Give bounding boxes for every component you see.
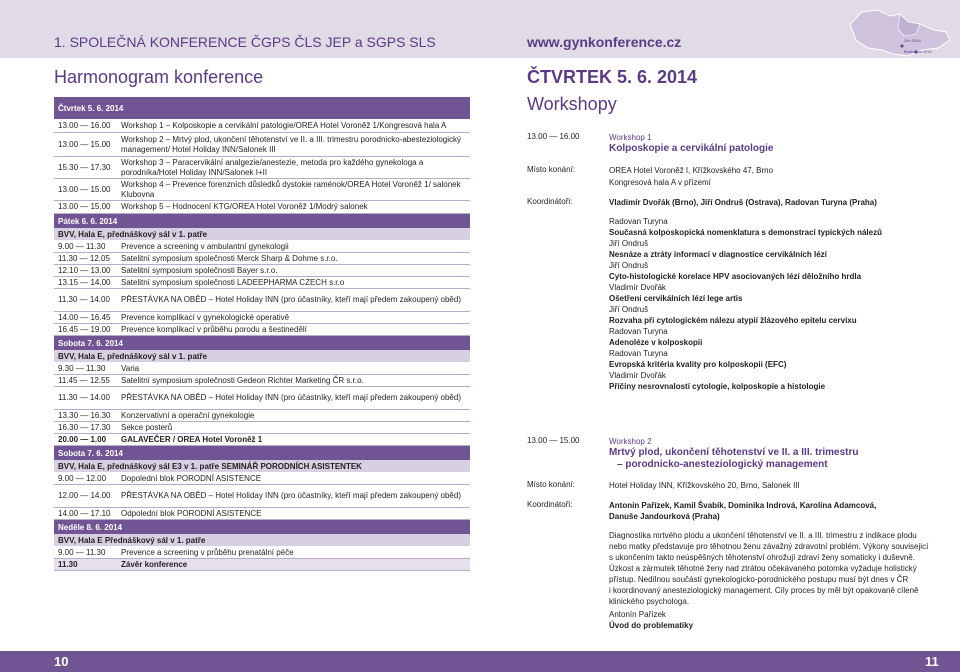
- talk-title: Evropská kritéria kvality pro kolposkopii (EFC): [609, 360, 787, 369]
- schedule-time: 11.45 — 12.55: [58, 375, 110, 385]
- schedule-row: [54, 363, 470, 375]
- map-label-zlin: Zlín 2014: [904, 38, 921, 43]
- description-line: přístup. Nedílnou součástí gynekologicko-porodnického postupu musí být dnes v ČR: [609, 575, 909, 584]
- schedule-row: [54, 133, 470, 157]
- map-label-bratislava: Bratislava 2013: [904, 49, 932, 54]
- schedule-event: PŘESTÁVKA NA OBĚD – Hotel Holiday INN (pro účastníky, kteří mají předem zakoupený oběd): [121, 393, 461, 402]
- schedule-time: 12.00 — 14.00: [58, 491, 111, 500]
- schedule-time: 20.00 — 1.00: [58, 434, 107, 444]
- schedule-event: Prevence komplikací v průběhu porodu a šestinedělí: [121, 324, 307, 334]
- description-line: Úzkost a zármutek těhotné ženy nad ztrátou očekávaného potomka vyžaduje holistický: [609, 564, 917, 573]
- schedule-title: Harmonogram konference: [54, 67, 264, 87]
- schedule-event: Satelitní symposium společnosti Bayer s.r.o.: [121, 265, 278, 275]
- schedule-row: [54, 253, 470, 265]
- schedule-row: [54, 179, 470, 201]
- schedule-event: Workshop 4 – Prevence forenzních důsledků dystokie raménok/OREA Hotel Voroněž 1/ salonek Klubovna: [121, 179, 461, 199]
- ws2-coord-label: Koordinátoři:: [527, 500, 573, 509]
- description-line: nebo matky představuje pro těhotnou ženu závažný zdravotní problém. Výkony souvisejicí: [609, 542, 929, 551]
- ws2-description: [609, 530, 939, 607]
- schedule-time: 9.30 — 11.30: [58, 363, 106, 373]
- schedule-row: [54, 375, 470, 387]
- schedule-row: [54, 473, 470, 485]
- hall-header: BVV, Hala E Přednáškový sál v 1. patře: [54, 534, 470, 547]
- schedule-event: Satelitní symposium společnosti LADEEPHARMA CZECH s.r.o: [121, 277, 345, 287]
- schedule-event: Varia: [121, 363, 140, 373]
- schedule-time: 11.30: [58, 559, 78, 569]
- day-header: Sobota 7. 6. 2014: [54, 446, 470, 460]
- schedule-event: Workshop 5 – Hodnocení KTG/OREA Hotel Voroněž 1/Modrý salonek: [121, 202, 368, 211]
- ws2-title-1: Mrtvý plod, ukončení těhotenství ve II. a III. trimestru: [609, 447, 859, 458]
- schedule-time: 13.00 — 15.00: [58, 139, 111, 149]
- description-line: klinického psychologa.: [609, 597, 690, 606]
- ws2-coord-1: Antonín Pařízek, Kamil Švabík, Dominika Indrová, Karolína Adamcová,: [609, 501, 877, 510]
- schedule-event: GALAVEČER / OREA Hotel Voroněž 1: [121, 434, 263, 444]
- schedule-event: Prevence a screening v ambulantní gynekologii: [121, 241, 289, 251]
- schedule-event: Dopolední blok PORODNÍ ASISTENCE: [121, 473, 262, 483]
- header-bar: [0, 0, 960, 58]
- schedule-row: [54, 241, 470, 253]
- talk-speaker: Radovan Turyna: [609, 349, 668, 358]
- section-title: Workshopy: [527, 94, 617, 114]
- schedule-event: PŘESTÁVKA NA OBĚD – Hotel Holiday INN (pro účastníky, kteří mají předem zakoupený oběd): [121, 295, 461, 304]
- ws1-place-label: Místo konání:: [527, 165, 576, 174]
- schedule-row: [54, 277, 470, 289]
- schedule-event: Závěr konference: [121, 559, 188, 569]
- schedule-time: 11.30 — 14.00: [58, 295, 110, 304]
- schedule-time: 13.15 — 14.00: [58, 277, 111, 287]
- schedule-row: [54, 508, 470, 520]
- day-title: ČTVRTEK 5. 6. 2014: [527, 67, 698, 87]
- ws2-place: Hotel Holiday INN, Křížkovského 20, Brno, Salonek III: [609, 481, 800, 490]
- ws1-title: Kolposkopie a cervikální patologie: [609, 143, 774, 154]
- schedule-event: Prevence komplikací v gynekologické operativě: [121, 312, 290, 322]
- schedule-event: Workshop 1 – Kolposkopie a cervikální patologie/OREA Hotel Voroněž 1/Kongresová hala A: [121, 120, 447, 130]
- ws1-time: 13.00 — 16.00: [527, 132, 580, 141]
- schedule-time: 13.00 — 16.00: [58, 120, 111, 130]
- ws2-place-label: Místo konání:: [527, 480, 576, 489]
- schedule-row: [54, 265, 470, 277]
- schedule-time: 12.10 — 13.00: [58, 265, 111, 275]
- schedule-time: 16.45 — 19.00: [58, 324, 111, 334]
- talk-title: Adenoléze v kolposkopii: [609, 338, 703, 347]
- schedule-event: Satelitní symposium společnosti Merck Sharp & Dohme s.r.o.: [121, 253, 338, 263]
- schedule-row: [54, 201, 470, 214]
- page-number-left: 10: [54, 654, 69, 669]
- page-number-right: 11: [925, 654, 939, 669]
- talk-speaker: Vladimír Dvořák: [609, 371, 666, 380]
- talk-speaker: Vladimír Dvořák: [609, 283, 666, 292]
- schedule-time: 9.00 — 11.30: [58, 547, 106, 557]
- talk-title: Příčiny nesrovnalostí cytologie, kolposkopie a histologie: [609, 382, 826, 391]
- schedule-event: Konzervativní a operační gynekologie: [121, 410, 255, 420]
- czech-slovak-map-icon: [842, 4, 954, 64]
- schedule-row: [54, 312, 470, 324]
- schedule-row: [54, 434, 470, 446]
- description-line: i koordinovaný anesteziologický management. Cíly proces by měl být opakovaně cíleně: [609, 586, 919, 595]
- conference-url[interactable]: www.gynkonference.cz: [527, 34, 682, 50]
- hall-header: BVV, Hala E, přednáškový sál v 1. patře: [54, 228, 470, 241]
- hall-header: BVV, Hala E, přednáškový sál E3 v 1. patře SEMINÁŘ PORODNÍCH ASISTENTEK: [54, 460, 470, 473]
- schedule-time: 11.30 — 12.05: [58, 253, 110, 263]
- talk-title: Cyto-histologické korelace HPV asociovaných lézí děložního hrdla: [609, 272, 862, 281]
- schedule-table: [54, 97, 470, 571]
- schedule-time: 16.30 — 17.30: [58, 422, 111, 432]
- schedule-row: [54, 387, 470, 410]
- schedule-time: 11.30 — 14.00: [58, 393, 110, 402]
- schedule-row: [54, 485, 470, 508]
- schedule-event: Odpolední blok PORODNÍ ASISTENCE: [121, 508, 262, 518]
- schedule-row: [54, 157, 470, 179]
- talk-speaker: Jiří Ondruš: [609, 261, 649, 270]
- hall-header: BVV, Hala E, přednáškový sál v 1. patře: [54, 350, 470, 363]
- talk-title: Současná kolposkopická nomenklatura s demonstrací typických nálezů: [609, 228, 882, 237]
- description-line: Diagnostika mrtvého plodu a ukončení těhotenství ve II. a III. trimestru z indikace plodu: [609, 531, 917, 540]
- schedule-time: 14.00 — 17.10: [58, 508, 111, 518]
- schedule-row: [54, 410, 470, 422]
- schedule-row: [54, 422, 470, 434]
- description-line: s ukončením takto neúspěšných těhotenství ohrožují zdraví ženy somaticky i duševně.: [609, 553, 915, 562]
- schedule-event: Prevence a screening v průběhu prenatální péče: [121, 547, 294, 557]
- day-header: Čtvrtek 5. 6. 2014: [54, 97, 470, 119]
- conference-title: 1. SPOLEČNÁ KONFERENCE ČGPS ČLS JEP a SGPS SLS: [54, 34, 436, 50]
- day-header: Sobota 7. 6. 2014: [54, 336, 470, 350]
- ws1-coordinators: Vladimír Dvořák (Brno), Jiří Ondruš (Ostrava), Radovan Turyna (Praha): [609, 198, 877, 207]
- schedule-time: 13.00 — 15.00: [58, 202, 111, 211]
- schedule-time: 13.00 — 15.00: [58, 184, 111, 194]
- schedule-event: Sekce posterů: [121, 422, 173, 432]
- ws1-place-1: OREA Hotel Voroněž I, Křížkovského 47, Brno: [609, 166, 774, 175]
- schedule-row: [54, 559, 470, 571]
- talk-speaker: Jiří Ondruš: [609, 239, 649, 248]
- talk-speaker: Radovan Turyna: [609, 217, 668, 226]
- ws2-name: Workshop 2: [609, 437, 652, 446]
- talk-title: Rozvaha při cytologickém nálezu atypií žlázového epitelu cervixu: [609, 316, 857, 325]
- schedule-row: [54, 547, 470, 559]
- schedule-row: [54, 324, 470, 336]
- ws2-time: 13.00 — 15.00: [527, 436, 580, 445]
- schedule-event: Satelitní symposium společnosti Gedeon Richter Marketing ČR s.r.o.: [121, 375, 364, 385]
- schedule-time: 9.00 — 11.30: [58, 241, 106, 251]
- ws2-coord-2: Danuše Jandourková (Praha): [609, 512, 720, 521]
- ws2-talk: Úvod do problematiky: [609, 621, 694, 630]
- schedule-time: 14.00 — 16.45: [58, 312, 111, 322]
- talk-title: Ošetření cervikálních lézí lege artis: [609, 294, 743, 303]
- ws1-talk-list: [609, 216, 939, 392]
- talk-speaker: Jiří Ondruš: [609, 305, 649, 314]
- schedule-event: PŘESTÁVKA NA OBĚD – Hotel Holiday INN (pro účastníky, kteří mají předem zakoupený oběd): [121, 491, 461, 500]
- talk-speaker: Radovan Turyna: [609, 327, 668, 336]
- schedule-event: Workshop 2 – Mrtvý plod, ukončení těhotenství ve II. a III. trimestru porodnicko-abesteziologický management/ Hotel Holiday INN/Salonek III: [121, 134, 462, 154]
- ws1-name: Workshop 1: [609, 133, 652, 142]
- ws2-title-2: – porodnicko-anesteziologický management: [617, 459, 828, 470]
- day-header: Pátek 6. 6. 2014: [54, 214, 470, 228]
- ws2-speaker: Antonín Pařízek: [609, 610, 666, 619]
- schedule-time: 13.30 — 16.30: [58, 410, 111, 420]
- talk-title: Nesnáze a ztráty informací v diagnostice cervikálních lézí: [609, 250, 827, 259]
- ws1-coord-label: Koordinátoři:: [527, 197, 573, 206]
- schedule-row: [54, 119, 470, 133]
- day-header: Neděle 8. 6. 2014: [54, 520, 470, 534]
- schedule-row: [54, 289, 470, 312]
- schedule-time: 15.30 — 17.30: [58, 162, 111, 172]
- ws1-place-2: Kongresová hala A v přízemí: [609, 178, 711, 187]
- schedule-event: Workshop 3 – Paracervikální analgezie/anestezie, metoda pro každého gynekologa a porodníka/Hotel Holiday INN/Salonek I+II: [121, 157, 424, 177]
- schedule-time: 9.00 — 12.00: [58, 473, 107, 483]
- footer-bar: [0, 651, 960, 672]
